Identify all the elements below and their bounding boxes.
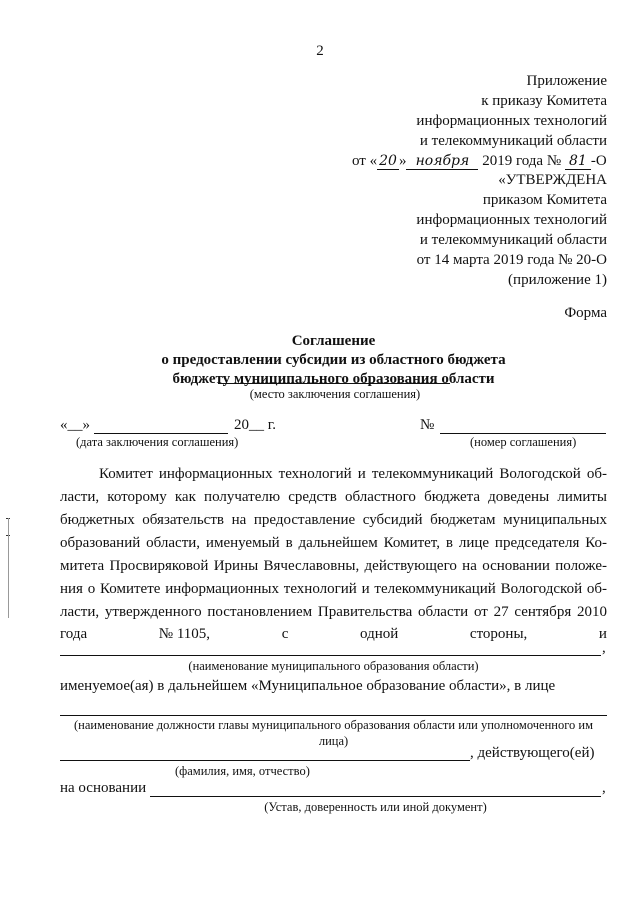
- named-line: именуемое(ая) в дальнейшем «Муниципальное образование области», в лице: [60, 678, 556, 694]
- municipality-blank: [60, 655, 601, 656]
- basis-caption: (Устав, доверенность или иной документ): [264, 800, 487, 814]
- basis-comma: ,: [602, 780, 606, 796]
- basis-blank: [150, 796, 601, 797]
- approved-line: от 14 марта 2019 года № 20-О: [416, 252, 607, 268]
- appendix-line: информационных технологий: [416, 113, 607, 129]
- date-mid: »: [398, 153, 407, 169]
- title-line: бюджету муниципального образования области: [172, 371, 495, 387]
- page-number: 2: [316, 43, 324, 59]
- binding-mark: [8, 518, 9, 618]
- word: стороны,: [469, 626, 528, 642]
- body-line: митета Просвиряковой Ирины Вячеславовны, действующего на основании положе-: [60, 558, 607, 574]
- place-caption: (место заключения соглашения): [249, 387, 421, 401]
- approved-line: (приложение 1): [508, 272, 607, 288]
- acting-text: , действующего(ей): [470, 745, 595, 761]
- date-open: «__»: [60, 417, 90, 433]
- body-line: ласти, утвержденного постановлением Правительства области от 27 сентября 2010: [60, 604, 607, 620]
- body-line: бюджетных обязательств на предоставление субсидий бюджетам муниципальных: [60, 512, 607, 528]
- place-blank: [218, 383, 450, 384]
- number-caption: (номер соглашения): [470, 435, 577, 449]
- handwritten-day: 20: [379, 153, 397, 169]
- appendix-date-line: [352, 153, 607, 170]
- body-line: ния о Комитете информационных технологий и телекоммуникаций Вологодской об-: [60, 581, 607, 597]
- body-line: Комитет информационных технологий и телекоммуникаций Вологодской об-: [99, 466, 607, 482]
- appendix-line: Приложение: [526, 73, 607, 89]
- approved-line: приказом Комитета: [482, 192, 607, 208]
- appendix-line: и телекоммуникаций области: [419, 133, 607, 149]
- date-prefix: от «: [352, 153, 378, 169]
- number-suffix: -О: [590, 153, 607, 169]
- handwritten-number: 81: [565, 153, 591, 170]
- body-line: ласти, которому как получателю средств областного бюджета доведены лимиты: [60, 489, 607, 505]
- word: и: [598, 626, 607, 642]
- date-blank: [94, 433, 228, 434]
- municipality-comma: ,: [602, 640, 606, 656]
- approved-line: информационных технологий: [416, 212, 607, 228]
- head-position-caption: (наименование должности главы муниципального образования области или уполномоченного им: [73, 718, 594, 732]
- word: № 1105,: [158, 626, 211, 642]
- year-text: 2019 года №: [482, 153, 562, 169]
- date-year: 20__ г.: [234, 417, 276, 433]
- form-label: Форма: [564, 305, 607, 321]
- approved-line: и телекоммуникаций области: [419, 232, 607, 248]
- municipality-caption: (наименование муниципального образования области): [188, 659, 479, 673]
- body-last-line: [60, 626, 607, 643]
- approved-line: «УТВЕРЖДЕНА: [498, 172, 607, 188]
- basis-prefix: на основании: [60, 780, 147, 796]
- full-name-blank: [60, 760, 470, 761]
- full-name-caption: (фамилия, имя, отчество): [175, 764, 310, 778]
- title-line: о предоставлении субсидии из областного бюджета: [161, 352, 506, 368]
- head-position-caption: лица): [318, 734, 349, 748]
- number-blank: [440, 433, 606, 434]
- handwritten-month: ноября: [406, 153, 478, 170]
- word: года: [60, 626, 88, 642]
- body-line: образований области, именуемый в дальнейшем Комитет, в лице председателя Ко-: [60, 535, 607, 551]
- number-sign: №: [420, 417, 435, 433]
- head-position-blank: [60, 715, 607, 716]
- word: с: [281, 626, 289, 642]
- word: одной: [360, 626, 399, 642]
- title-line: Соглашение: [291, 333, 376, 349]
- date-caption: (дата заключения соглашения): [76, 435, 239, 449]
- appendix-line: к приказу Комитета: [481, 93, 607, 109]
